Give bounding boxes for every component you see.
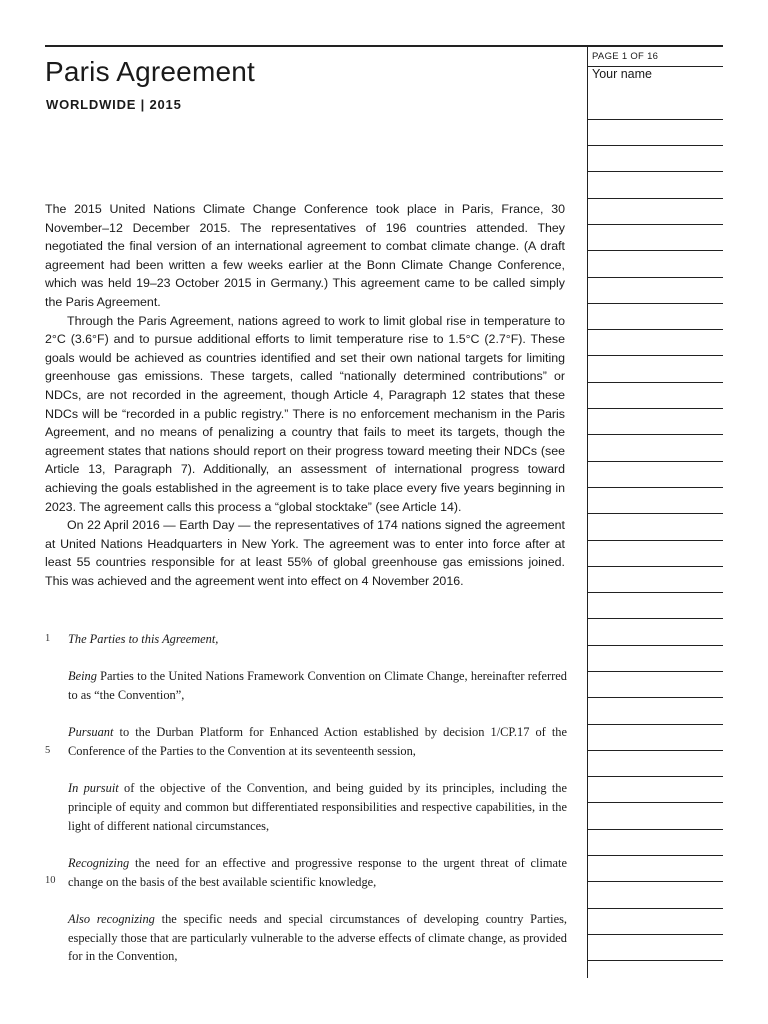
note-line bbox=[587, 119, 723, 120]
note-line bbox=[587, 618, 723, 619]
note-line bbox=[587, 461, 723, 462]
note-line bbox=[587, 934, 723, 935]
note-line bbox=[587, 66, 723, 67]
note-line bbox=[587, 513, 723, 514]
treaty-paragraph: Pursuant to the Durban Platform for Enhanced Action established by decision 1/CP.17 of the Conference of the Parties to the Convention at its seventeenth session, bbox=[68, 725, 567, 758]
note-line bbox=[587, 408, 723, 409]
note-line bbox=[587, 329, 723, 330]
column-divider bbox=[587, 45, 588, 978]
note-line bbox=[587, 382, 723, 383]
treaty-opening: The Parties to this Agreement, bbox=[68, 632, 219, 646]
line-number: 10 bbox=[45, 875, 56, 886]
page-title: Paris Agreement bbox=[45, 56, 255, 87]
note-line bbox=[587, 697, 723, 698]
note-line bbox=[587, 724, 723, 725]
note-line bbox=[587, 671, 723, 672]
treaty-text bbox=[45, 630, 567, 985]
note-line bbox=[587, 198, 723, 199]
treaty-paragraph: Recognizing the need for an effective and progressive response to the urgent threat of climate change on the basis of the best available scientific knowledge, bbox=[68, 856, 567, 889]
note-line bbox=[587, 592, 723, 593]
note-line bbox=[587, 776, 723, 777]
note-line bbox=[587, 645, 723, 646]
note-line bbox=[587, 881, 723, 882]
intro-text bbox=[45, 200, 565, 590]
note-line bbox=[587, 250, 723, 251]
note-line bbox=[587, 303, 723, 304]
top-rule bbox=[45, 45, 723, 47]
note-line bbox=[587, 802, 723, 803]
intro-paragraph: The 2015 United Nations Climate Change Conference took place in Paris, France, 30 November–12 December 2015. The representatives of 196 countries attended. They negotiated the final version of an international agreement to combat climate change. (A draft agreement had been written a few weeks earlier at the Bonn Climate Change Conference, which was held 19–23 October 2015 in Germany.) This agreement came to be called simply the Paris Agreement. bbox=[45, 202, 565, 309]
note-line bbox=[587, 224, 723, 225]
note-line bbox=[587, 829, 723, 830]
note-line bbox=[587, 908, 723, 909]
note-line bbox=[587, 960, 723, 961]
note-line bbox=[587, 750, 723, 751]
page-indicator: PAGE 1 OF 16 bbox=[592, 51, 659, 62]
treaty-paragraph: In pursuit of the objective of the Convention, and being guided by its principles, including the principle of equity and common but differentiated responsibilities and respective capabilities, in the light of different national circumstances, bbox=[68, 781, 567, 833]
note-line bbox=[587, 855, 723, 856]
note-line bbox=[587, 434, 723, 435]
note-line bbox=[587, 487, 723, 488]
note-line bbox=[587, 540, 723, 541]
note-line bbox=[587, 566, 723, 567]
note-line bbox=[587, 171, 723, 172]
treaty-paragraph: Being Parties to the United Nations Framework Convention on Climate Change, hereinafter referred to as “the Convention”, bbox=[68, 669, 567, 702]
line-number: 1 bbox=[45, 633, 51, 644]
note-line bbox=[587, 277, 723, 278]
name-field-label: Your name bbox=[592, 67, 652, 81]
treaty-paragraph: Also recognizing the specific needs and special circumstances of developing country Parties, especially those that are particularly vulnerable to the adverse effects of climate change, as provided for in the Convention, bbox=[68, 912, 568, 964]
intro-paragraph: On 22 April 2016 — Earth Day — the representatives of 174 nations signed the agreement at United Nations Headquarters in New York. The agreement was to enter into force after at least 55 countries responsible for at least 55% of global greenhouse gas emissions joined. This was achieved and the agreement went into effect on 4 November 2016. bbox=[45, 518, 565, 588]
line-number: 5 bbox=[45, 745, 51, 756]
intro-paragraph: Through the Paris Agreement, nations agreed to work to limit global rise in temperature to 2°C (3.6°F) and to pursue additional efforts to limit temperature rise to 1.5°C (2.7°F). These goals would be achieved as countries identified and set their own national targets for limiting greenhouse gas emissions. These targets, called “nationally determined contributions” or NDCs, are not recorded in the agreement, though Article 4, Paragraph 12 states that these NDCs will be “recorded in a public registry.” There is no enforcement mechanism in the Paris Agreement, and no means of penalizing a country that fails to meet its targets, though the agreement states that nations should report on their progress toward meeting their NDCs (see Article 13, Paragraph 7). Additionally, an assessment of international progress toward achieving the goals established in the agreement is to take place every five years beginning in 2023. The agreement calls this process a “global stocktake” (see Article 14). bbox=[45, 313, 565, 514]
page-subtitle: WORLDWIDE | 2015 bbox=[46, 97, 182, 112]
note-line bbox=[587, 145, 723, 146]
note-line bbox=[587, 355, 723, 356]
